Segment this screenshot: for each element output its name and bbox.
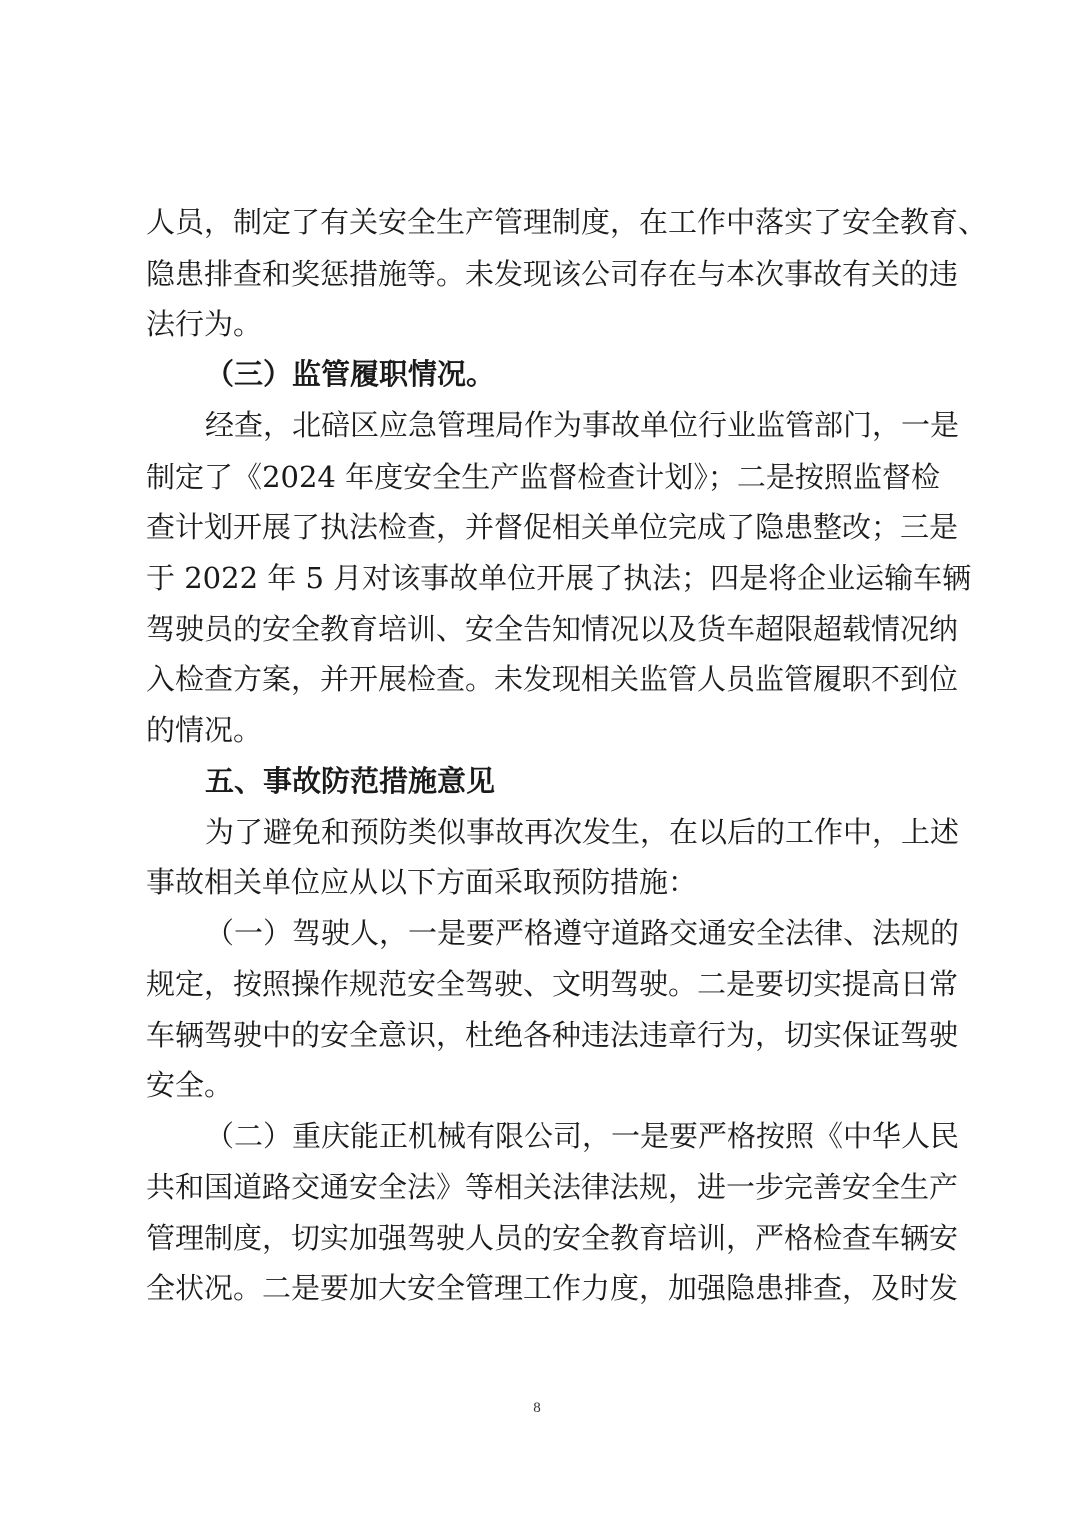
body-text-line: 管理制度，切实加强驾驶人员的安全教育培训，严格检查车辆安 [146,1221,959,1255]
body-text-line: 隐患排查和奖惩措施等。未发现该公司存在与本次事故有关的违 [146,257,959,291]
body-text-line: 制定了《2024 年度安全生产监督检查计划》；二是按照监督检 [146,460,940,494]
body-text-line: 查计划开展了执法检查，并督促相关单位完成了隐患整改；三是 [146,510,959,544]
body-text-line: 的情况。 [146,713,263,747]
body-text-line: 入检查方案，并开展检查。未发现相关监管人员监管履职不到位 [146,662,959,696]
body-text-line: （二）重庆能正机械有限公司，一是要严格按照《中华人民 [205,1119,960,1153]
body-text-line: （一）驾驶人，一是要严格遵守道路交通安全法律、法规的 [205,916,960,950]
page-number: 8 [533,1400,541,1416]
body-text-line: 共和国道路交通安全法》等相关法律法规，进一步完善安全生产 [146,1170,959,1204]
body-text-line: 经查，北碚区应急管理局作为事故单位行业监管部门，一是 [205,408,960,442]
body-text-line: 于 2022 年 5 月对该事故单位开展了执法；四是将企业运输车辆 [146,561,972,595]
chapter-heading: 五、事故防范措施意见 [205,764,496,798]
body-text-line: 事故相关单位应从以下方面采取预防措施： [146,865,698,899]
body-text-line: 全状况。二是要加大安全管理工作力度，加强隐患排查，及时发 [146,1271,959,1305]
body-text-line: 安全。 [146,1068,234,1102]
body-text-line: 规定，按照操作规范安全驾驶、文明驾驶。二是要切实提高日常 [146,967,959,1001]
body-text-line: 人员，制定了有关安全生产管理制度，在工作中落实了安全教育、 [146,205,988,239]
body-text-line: 驾驶员的安全教育培训、安全告知情况以及货车超限超载情况纳 [146,612,959,646]
body-text-line: 车辆驾驶中的安全意识，杜绝各种违法违章行为，切实保证驾驶 [146,1018,959,1052]
body-text-line: 法行为。 [146,307,263,341]
section-heading: （三）监管履职情况。 [205,357,496,391]
body-text-line: 为了避免和预防类似事故再次发生，在以后的工作中，上述 [205,815,960,849]
